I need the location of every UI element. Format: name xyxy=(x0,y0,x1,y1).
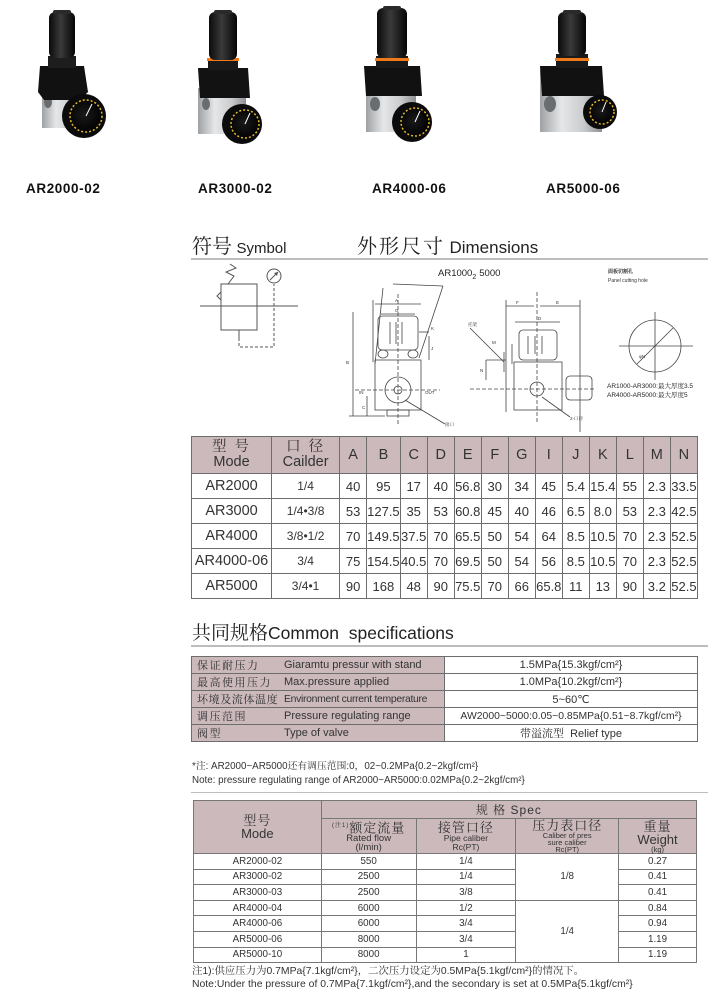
header-l: L xyxy=(616,437,643,474)
cell: 5.4 xyxy=(562,474,589,499)
cell: 8.5 xyxy=(562,549,589,574)
cell: 69.5 xyxy=(454,549,481,574)
cell: 8.5 xyxy=(562,524,589,549)
cell: 90 xyxy=(616,574,643,599)
product-ar5000-06 xyxy=(528,0,668,200)
cell: 45 xyxy=(481,499,508,524)
cell: 40 xyxy=(427,474,454,499)
cell-port: 3/8•1/2 xyxy=(272,524,340,549)
section-divider xyxy=(191,258,708,260)
cell-port: 3/4 xyxy=(272,549,340,574)
cell-pipe: 1/4 xyxy=(416,854,516,870)
cell: 46 xyxy=(535,499,562,524)
spec-row xyxy=(192,708,698,725)
svg-text:M: M xyxy=(492,340,496,345)
cell: 70 xyxy=(616,524,643,549)
header-c: C xyxy=(400,437,427,474)
svg-text:接口: 接口 xyxy=(445,422,454,427)
cell-weight: 0.41 xyxy=(619,885,697,901)
header-weight: 重量 Weight (kg) xyxy=(619,819,697,854)
header-d: D xyxy=(427,437,454,474)
svg-text:D: D xyxy=(538,316,542,321)
table-row xyxy=(192,499,698,524)
spec-label-cn: 阀型 xyxy=(192,725,280,742)
cell-model: AR2000 xyxy=(192,474,272,499)
regulator-photo xyxy=(188,0,328,150)
dimensions-heading xyxy=(357,230,538,259)
spec-row xyxy=(192,691,698,708)
cell: 53 xyxy=(616,499,643,524)
cell: 6.5 xyxy=(562,499,589,524)
dimensions-table xyxy=(191,436,698,599)
table-row xyxy=(194,900,697,916)
cell-pipe: 3/4 xyxy=(416,916,516,932)
cell-pipe: 1/4 xyxy=(416,869,516,885)
svg-text:B: B xyxy=(346,360,350,365)
header-model: 型号 Mode xyxy=(194,801,322,854)
cell: 53 xyxy=(427,499,454,524)
table-row xyxy=(192,524,698,549)
header-spec-group: 规 格 Spec xyxy=(321,801,696,819)
cell-model: AR5000-10 xyxy=(194,947,322,963)
cell: 8.0 xyxy=(589,499,616,524)
regulator-symbol-diagram xyxy=(190,262,300,357)
common-specs-heading xyxy=(192,618,454,645)
cell: 55 xyxy=(616,474,643,499)
cell-model: AR3000-02 xyxy=(194,869,322,885)
cell-model: AR4000 xyxy=(192,524,272,549)
cell: 52.5 xyxy=(670,549,697,574)
cell: 3.2 xyxy=(643,574,670,599)
panel-hole-note-1: AR1000-AR3000:最大厚度3.5 xyxy=(607,383,693,390)
symbol-heading-en: Symbol xyxy=(236,240,287,257)
product-model-label: AR2000-02 xyxy=(26,181,101,196)
regulator-photo xyxy=(528,0,668,150)
cell-model: AR4000-04 xyxy=(194,900,322,916)
svg-text:A: A xyxy=(395,298,399,303)
product-model-label: AR5000-06 xyxy=(546,181,621,196)
cell: 56 xyxy=(535,549,562,574)
cell-weight: 0.94 xyxy=(619,916,697,932)
common-specs-heading-cn: 共同规格 xyxy=(192,623,269,644)
table-row xyxy=(194,885,697,901)
svg-text:K: K xyxy=(431,326,435,331)
spec-label-en: Type of valve xyxy=(279,725,445,742)
svg-text:C: C xyxy=(362,405,366,410)
section-divider xyxy=(191,645,708,647)
spec-row xyxy=(192,725,698,742)
cell: 2.3 xyxy=(643,499,670,524)
dimensions-header-row xyxy=(192,437,698,474)
cell: 127.5 xyxy=(367,499,401,524)
svg-text:2-口径: 2-口径 xyxy=(570,416,584,421)
spec-label-en: Environment current temperature xyxy=(279,691,445,708)
table-row xyxy=(192,474,698,499)
spec-row xyxy=(192,674,698,691)
svg-text:N: N xyxy=(480,368,484,373)
table-row xyxy=(194,869,697,885)
cell-weight: 0.41 xyxy=(619,869,697,885)
dimensions-heading-cn: 外形尺寸 xyxy=(357,236,445,258)
side-view-drawing xyxy=(470,292,595,427)
cell: 54 xyxy=(508,524,535,549)
cell: 149.5 xyxy=(367,524,401,549)
spec-value: AW2000~5000:0.05~0.85MPa{0.51~8.7kgf/cm²} xyxy=(445,708,698,725)
svg-text:F: F xyxy=(516,300,519,305)
cell: 65.5 xyxy=(454,524,481,549)
cell-pipe: 1 xyxy=(416,947,516,963)
cell-weight: 1.19 xyxy=(619,947,697,963)
cell-model: AR5000 xyxy=(192,574,272,599)
panel-hole-title-cn: 面板切割孔 xyxy=(608,269,634,275)
cell: 13 xyxy=(589,574,616,599)
cell-model: AR4000-06 xyxy=(192,549,272,574)
cell: 30 xyxy=(481,474,508,499)
cell-pipe: 3/8 xyxy=(416,885,516,901)
svg-text:φN: φN xyxy=(639,354,646,359)
cell: 70 xyxy=(427,549,454,574)
table-row xyxy=(192,574,698,599)
range-note-en: Note: pressure regulating range of AR2000~AR5000:0.02MPa{0.2~2kgf/cm²} xyxy=(192,775,525,786)
cell: 10.5 xyxy=(589,524,616,549)
table-row xyxy=(194,947,697,963)
cell: 66 xyxy=(508,574,535,599)
cell: 17 xyxy=(400,474,427,499)
drawing-title-rest: 5000 xyxy=(479,268,501,279)
header-f: F xyxy=(481,437,508,474)
spec-label-en: Giaramtu pressur with stand xyxy=(279,657,445,674)
header-k: K xyxy=(589,437,616,474)
table-row xyxy=(194,916,697,932)
cell: 52.5 xyxy=(670,524,697,549)
cell-gauge: 1/8 xyxy=(516,854,619,901)
svg-text:E: E xyxy=(556,300,560,305)
cell: 168 xyxy=(367,574,401,599)
header-b: B xyxy=(367,437,401,474)
cell-port: 1/4 xyxy=(272,474,340,499)
cell: 35 xyxy=(400,499,427,524)
spec-label-cn: 保证耐压力 xyxy=(192,657,280,674)
svg-text:IN: IN xyxy=(359,390,364,395)
cell-port: 1/4•3/8 xyxy=(272,499,340,524)
cell: 75.5 xyxy=(454,574,481,599)
dimensions-heading-en: Dimensions xyxy=(449,238,539,257)
cell: 48 xyxy=(400,574,427,599)
regulator-photo xyxy=(20,0,160,150)
section-divider xyxy=(191,792,708,793)
cell-model: AR3000-03 xyxy=(194,885,322,901)
cell: 95 xyxy=(367,474,401,499)
svg-text:托架: 托架 xyxy=(468,322,477,327)
panel-hole-note-2: AR4000-AR5000:最大厚度5 xyxy=(607,392,688,399)
model-spec-table xyxy=(193,800,697,963)
header-rated-flow: $^{(注1)}$额定流量 Rated flow (l/min) xyxy=(321,819,416,854)
cell: 56.8 xyxy=(454,474,481,499)
product-ar3000-02 xyxy=(188,0,328,200)
cell: 37.5 xyxy=(400,524,427,549)
symbol-heading xyxy=(192,230,286,259)
cell-flow: 6000 xyxy=(321,916,416,932)
cell-flow: 2500 xyxy=(321,885,416,901)
cell: 2.3 xyxy=(643,474,670,499)
footnote-cn: 注1):供应压力为0.7MPa{7.1kgf/cm²}，二次压力设定为0.5MPa{5.1kgf/cm²}的情况下。 xyxy=(192,966,585,977)
header-m: M xyxy=(643,437,670,474)
cell-weight: 0.27 xyxy=(619,854,697,870)
cell: 42.5 xyxy=(670,499,697,524)
table-row xyxy=(194,854,697,870)
cell: 34 xyxy=(508,474,535,499)
header-j: J xyxy=(562,437,589,474)
spec-group-header-row xyxy=(194,801,697,819)
spec-value: 1.0MPa{10.2kgf/cm²} xyxy=(445,674,698,691)
cell: 70 xyxy=(340,524,367,549)
cell-weight: 0.84 xyxy=(619,900,697,916)
cell: 70 xyxy=(427,524,454,549)
header-model: 型 号 Mode xyxy=(192,437,272,474)
svg-text:G: G xyxy=(395,308,399,313)
front-view-drawing xyxy=(335,284,470,430)
cell-pipe: 1/2 xyxy=(416,900,516,916)
cell: 70 xyxy=(481,574,508,599)
regulator-photo xyxy=(356,0,496,150)
symbol-heading-cn: 符号 xyxy=(192,236,232,258)
cell: 15.4 xyxy=(589,474,616,499)
cell-flow: 8000 xyxy=(321,931,416,947)
cell-model: AR5000-06 xyxy=(194,931,322,947)
product-ar4000-06 xyxy=(356,0,496,200)
cell-weight: 1.19 xyxy=(619,931,697,947)
cell: 40 xyxy=(508,499,535,524)
drawing-title-main: AR1000 xyxy=(438,268,473,279)
common-specs-heading-en: Common specifications xyxy=(268,623,454,643)
cell: 90 xyxy=(427,574,454,599)
header-i: I xyxy=(535,437,562,474)
cell: 65.8 xyxy=(535,574,562,599)
cell: 90 xyxy=(340,574,367,599)
cell-flow: 8000 xyxy=(321,947,416,963)
cell: 45 xyxy=(535,474,562,499)
table-row xyxy=(194,931,697,947)
header-e: E xyxy=(454,437,481,474)
cell: 40.5 xyxy=(400,549,427,574)
cell: 40 xyxy=(340,474,367,499)
spec-label-cn: 坏境及流体温度 xyxy=(192,691,280,708)
drawing-title-sub: 2 xyxy=(472,273,477,281)
header-gauge-caliber: 压力表口径 Caliber of pres sure caliber Rc(PT) xyxy=(516,819,619,854)
header-n: N xyxy=(670,437,697,474)
spec-label-cn: 最高使用压力 xyxy=(192,674,280,691)
cell-pipe: 3/4 xyxy=(416,931,516,947)
range-note-cn: *注: AR2000~AR5000还有调压范围:0，02~0.2MPa{0.2~2kgf/cm²} xyxy=(192,761,479,772)
product-model-label: AR4000-06 xyxy=(372,181,447,196)
header-port: 口 径 Cailder xyxy=(272,437,340,474)
cell: 50 xyxy=(481,524,508,549)
cell-model: AR3000 xyxy=(192,499,272,524)
footnote-en: Note:Under the pressure of 0.7MPa{7.1kgf/cm²},and the secondary is set at 0.5MPa{5.1kgf/cm²} xyxy=(192,979,633,990)
cell: 60.8 xyxy=(454,499,481,524)
cell: 33.5 xyxy=(670,474,697,499)
product-ar2000-02 xyxy=(20,0,160,200)
cell-model: AR2000-02 xyxy=(194,854,322,870)
header-a: A xyxy=(340,437,367,474)
spec-label-cn: 调压范围 xyxy=(192,708,280,725)
cell: 11 xyxy=(562,574,589,599)
cell: 53 xyxy=(340,499,367,524)
cell: 50 xyxy=(481,549,508,574)
cell-port: 3/4•1 xyxy=(272,574,340,599)
cell: 54 xyxy=(508,549,535,574)
cell: 64 xyxy=(535,524,562,549)
cell: 70 xyxy=(616,549,643,574)
cell: 10.5 xyxy=(589,549,616,574)
spec-value: 5~60℃ xyxy=(445,691,698,708)
cell-flow: 550 xyxy=(321,854,416,870)
cell: 75 xyxy=(340,549,367,574)
table-row xyxy=(192,549,698,574)
drawing-title xyxy=(438,268,500,281)
cell-flow: 2500 xyxy=(321,869,416,885)
cell: 2.3 xyxy=(643,524,670,549)
header-pipe-caliber: 接管口径 Pipe caliber Rc(PT) xyxy=(416,819,516,854)
cell: 154.5 xyxy=(367,549,401,574)
common-specs-table xyxy=(191,656,698,742)
cell: 52.5 xyxy=(670,574,697,599)
cell-flow: 6000 xyxy=(321,900,416,916)
svg-text:J: J xyxy=(431,346,434,351)
svg-text:OUT: OUT xyxy=(425,390,435,395)
header-g: G xyxy=(508,437,535,474)
cell-model: AR4000-06 xyxy=(194,916,322,932)
spec-value: 1.5MPa{15.3kgf/cm²} xyxy=(445,657,698,674)
spec-label-en: Pressure regulating range xyxy=(279,708,445,725)
product-model-label: AR3000-02 xyxy=(198,181,273,196)
spec-value: 带溢流型 Relief type xyxy=(445,725,698,742)
panel-hole-title-en: Panel cutting hole xyxy=(608,278,648,284)
spec-label-en: Max.pressure applied xyxy=(279,674,445,691)
cell-gauge: 1/4 xyxy=(516,900,619,962)
spec-row xyxy=(192,657,698,674)
cell: 2.3 xyxy=(643,549,670,574)
panel-hole-diagram xyxy=(615,310,695,382)
